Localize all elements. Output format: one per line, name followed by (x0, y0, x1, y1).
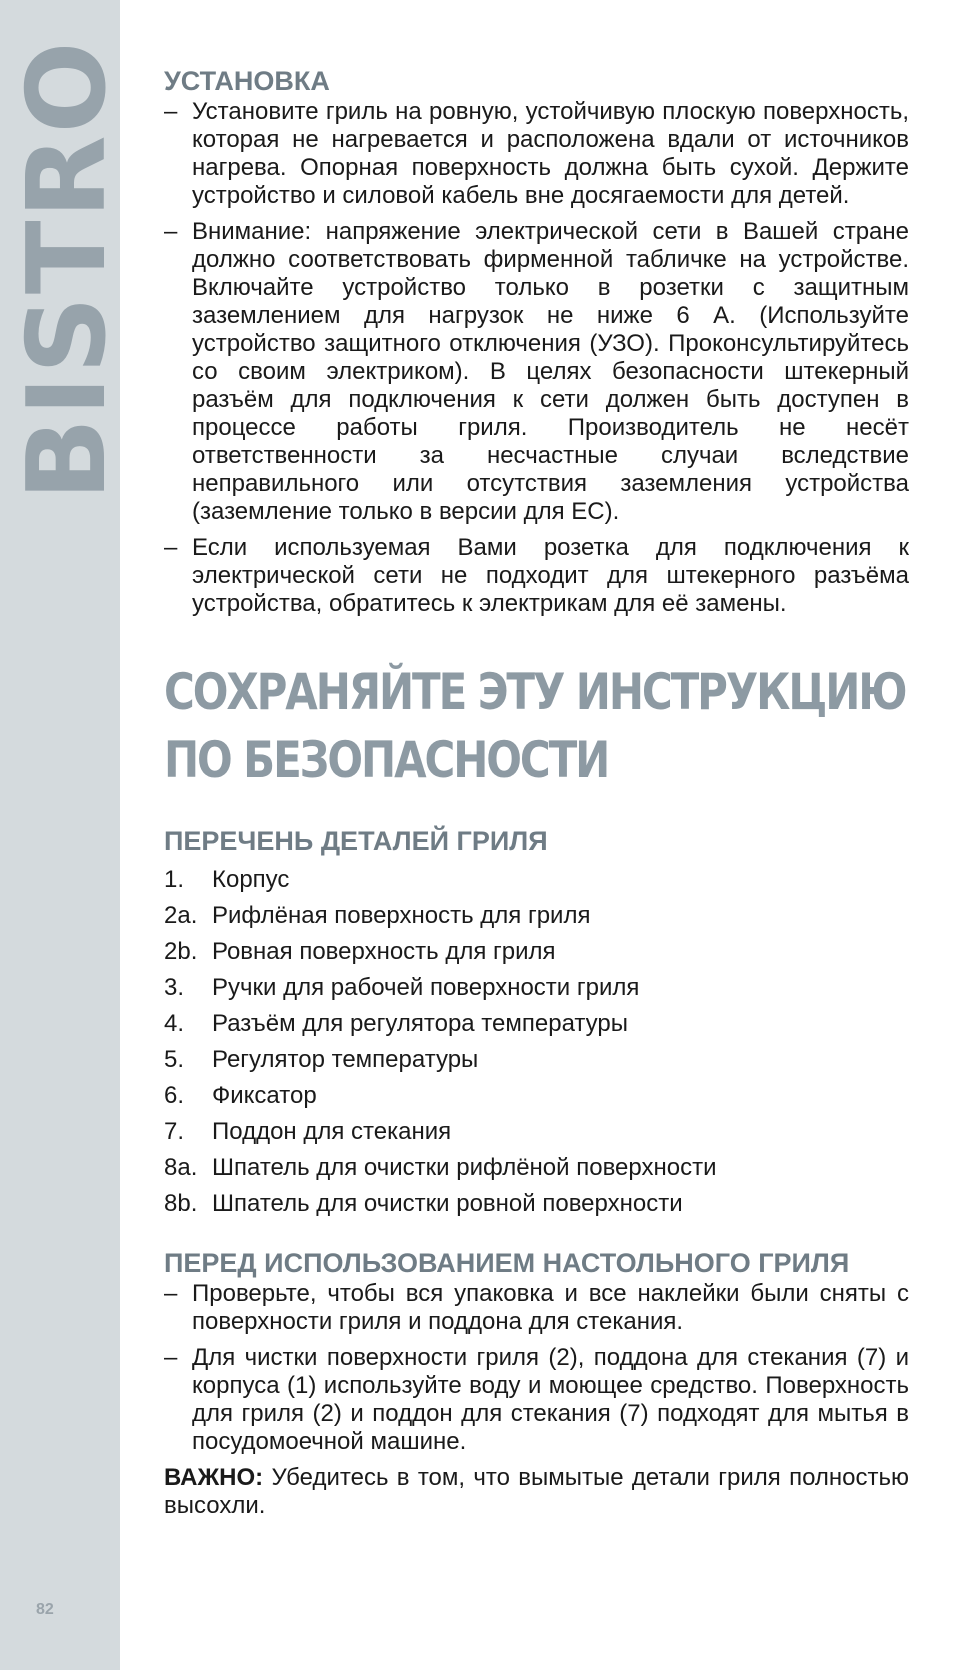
list-item (164, 1150, 909, 1186)
save-instructions-title (164, 658, 906, 794)
list-item (164, 862, 909, 898)
important-note (164, 1464, 909, 1520)
part-number: 4. (164, 1010, 185, 1037)
item-text: Проверьте, чтобы вся упаковка и все наклейки были сняты с поверхности гриля и поддона для стекания. (192, 1280, 909, 1335)
part-number: 7. (164, 1118, 185, 1145)
page-number: 82 (36, 1601, 54, 1618)
item-text: Установите гриль на ровную, устойчивую плоскую поверхность, которая не нагревается и расположена вдали от источников нагрева. Опорная поверхность должна быть сухой. Держите устройство и силовой кабель вне досягаемости для детей. (192, 98, 909, 209)
page-content (164, 64, 909, 1544)
list-item (164, 218, 909, 526)
part-name: Шпатель для очистки рифлёной поверхности (212, 1154, 717, 1181)
part-number: 8b. (164, 1190, 198, 1217)
list-item (164, 1344, 909, 1456)
part-number: 2a. (164, 902, 198, 929)
parts-heading: ПЕРЕЧЕНЬ ДЕТАЛЕЙ ГРИЛЯ (164, 826, 548, 856)
list-item (164, 1186, 909, 1222)
part-name: Ровная поверхность для гриля (212, 938, 556, 965)
installation-heading: УСТАНОВКА (164, 66, 330, 96)
list-item (164, 934, 909, 970)
important-text: Убедитесь в том, что вымытые детали гриля полностью высохли. (164, 1464, 909, 1519)
part-name: Ручки для рабочей поверхности гриля (212, 974, 640, 1001)
before-use-heading: ПЕРЕД ИСПОЛЬЗОВАНИЕМ НАСТОЛЬНОГО ГРИЛЯ (164, 1248, 850, 1278)
list-item (164, 898, 909, 934)
list-item (164, 970, 909, 1006)
bullet-dash: – (164, 534, 178, 561)
list-item (164, 1006, 909, 1042)
installation-list (164, 98, 909, 618)
parts-list (164, 862, 909, 1222)
list-item (164, 1114, 909, 1150)
bullet-dash: – (164, 1280, 178, 1307)
item-text: Внимание: напряжение электрической сети в Вашей стране должно соответствовать фирменной табличке на устройстве. Включайте устройство только в розетки с защитным заземлением для нагрузок не ниже 6 А. (Используйте устройство защитного отключения (УЗО). Проконсультируйтесь со своим электриком). В целях безопасности штекерный разъём для подключения к сети должен быть доступен в процессе работы гриля. Производитель не несёт ответственности за несчастные случаи вследствие неправильного или отсутствия заземления устройства (заземление только в версии для ЕС). (192, 218, 909, 525)
sidebar-band (0, 0, 130, 1670)
part-name: Корпус (212, 866, 290, 893)
part-number: 8a. (164, 1154, 198, 1181)
part-name: Шпатель для очистки ровной поверхности (212, 1190, 683, 1217)
bullet-dash: – (164, 218, 178, 245)
bullet-dash: – (164, 98, 178, 125)
part-number: 6. (164, 1082, 185, 1109)
part-number: 3. (164, 974, 185, 1001)
list-item (164, 98, 909, 210)
part-name: Фиксатор (212, 1082, 317, 1109)
brand-wordmark: BISTRO (5, 39, 130, 501)
title-line-1: СОХРАНЯЙТЕ ЭТУ ИНСТРУКЦИЮ (164, 663, 906, 721)
title-line-2: ПО БЕЗОПАСНОСТИ (164, 731, 609, 789)
part-number: 5. (164, 1046, 185, 1073)
part-name: Рифлёная поверхность для гриля (212, 902, 591, 929)
list-item (164, 534, 909, 618)
item-text: Для чистки поверхности гриля (2), поддона для стекания (7) и корпуса (1) используйте воду и моющее средство. Поверхность для гриля (2) и поддон для стекания (7) подходят для мытья в посудомоечной машине. (192, 1344, 909, 1455)
list-item (164, 1078, 909, 1114)
part-name: Разъём для регулятора температуры (212, 1010, 628, 1037)
list-item (164, 1042, 909, 1078)
part-number: 1. (164, 866, 185, 893)
bullet-dash: – (164, 1344, 178, 1371)
part-name: Регулятор температуры (212, 1046, 479, 1073)
list-item (164, 1280, 909, 1336)
before-use-list (164, 1280, 909, 1456)
part-number: 2b. (164, 938, 198, 965)
part-name: Поддон для стекания (212, 1118, 452, 1145)
important-label: ВАЖНО: (164, 1464, 264, 1491)
item-text: Если используемая Вами розетка для подключения к электрической сети не подходит для штекерного разъёма устройства, обратитесь к электрикам для её замены. (192, 534, 909, 617)
